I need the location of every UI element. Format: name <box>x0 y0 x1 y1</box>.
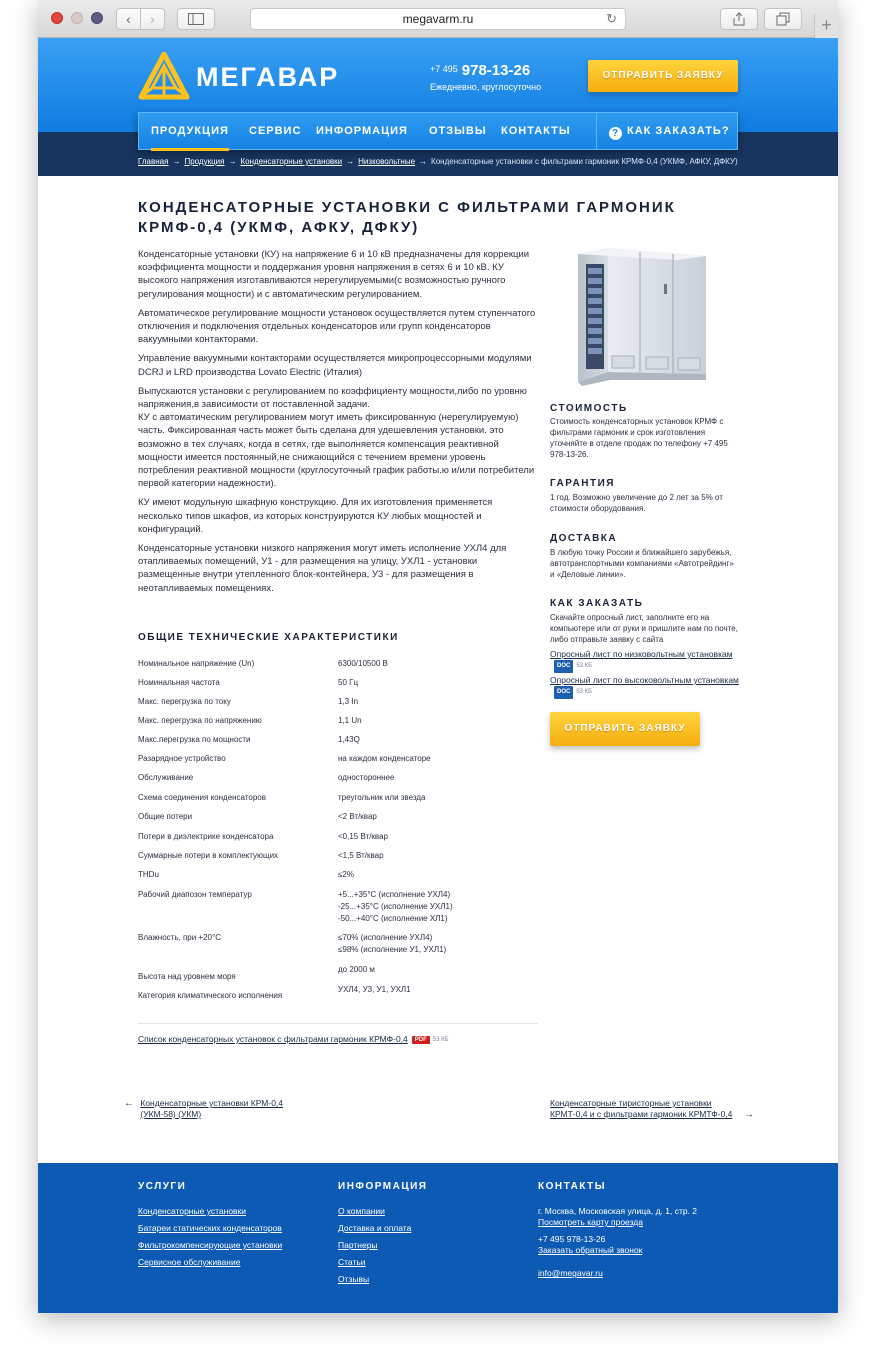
chevron-left-icon: ‹ <box>126 11 131 27</box>
spec-value: <1,5 Вт/квар <box>338 851 384 860</box>
new-tab-button[interactable] <box>814 14 838 38</box>
next-product <box>550 1098 754 1120</box>
product-list-link[interactable]: Список конденсаторных установок с фильтрами гармоник КРМФ-0,4 <box>138 1034 408 1044</box>
footer-link[interactable]: О компании <box>338 1206 385 1216</box>
spec-key: Высота над уровнем моря <box>138 972 236 981</box>
header-phone <box>430 62 541 92</box>
spec-value: 1,3 In <box>338 697 359 706</box>
page-title: КОНДЕНСАТОРНЫЕ УСТАНОВКИ С ФИЛЬТРАМИ ГАРМОНИК КРМФ-0,4 (УКМФ, АФКУ, ДФКУ) <box>138 199 676 236</box>
footer-phone: +7 495 978-13-26 <box>538 1234 606 1244</box>
description-paragraph: КУ имеют модульную шкафную конструкцию. Для их изготовления применяется несколько типов шкафов, из которых конструируются КУ любых мощностей и конфигураций. <box>138 497 493 535</box>
spec-value: +5...+35°С (исполнение УХЛ4) -25...+35°С (исполнение УХЛ1) -50...+40°С (исполнение ХЛ1) <box>338 890 453 923</box>
how-to-order-link[interactable] <box>609 113 730 149</box>
email-link[interactable]: info@megavar.ru <box>538 1268 603 1278</box>
description-paragraph: Конденсаторные установки (КУ) на напряжение 6 и 10 кВ предназначены для коррекции коэффициента мощности и поддержания уровня напряжения в сетях 6 и 10 кВ. КУ высокого напряжения изготавливаются нерегулируемыми(с возможностью ручного регулирования мощности) и с автоматическим регулированием. <box>138 249 530 300</box>
breadcrumb <box>138 157 738 166</box>
arrow-right-icon: → <box>744 1109 754 1120</box>
warranty-text: 1 год. Возможно увеличение до 2 лет за 5% от стоимости оборудования. <box>550 493 723 513</box>
spec-key: Влажность, при +20°С <box>138 933 221 942</box>
spec-key: Потери в диэлектрике конденсатора <box>138 832 274 841</box>
spec-value: на каждом конденсаторе <box>338 754 431 763</box>
back-button[interactable] <box>116 8 141 30</box>
question-icon: ? <box>609 127 622 140</box>
sidebar-send-request-button[interactable]: ОТПРАВИТЬ ЗАЯВКУ <box>550 712 700 746</box>
capacitor-cabinet-image <box>568 244 718 389</box>
share-icon <box>733 12 745 26</box>
spec-key: Обслуживание <box>138 773 194 782</box>
footer-link[interactable]: Фильтрокомпенсирующие установки <box>138 1240 283 1250</box>
breadcrumb-current: Конденсаторные установки с фильтрами гармоник КРМФ-0,4 (УКМФ, АФКУ, ДФКУ) <box>431 157 738 166</box>
divider <box>138 1023 538 1024</box>
spec-value: УХЛ4, У3, У1, УХЛ1 <box>338 985 411 994</box>
footer-link[interactable]: Сервисное обслуживание <box>138 1257 241 1267</box>
tab-overview-button[interactable] <box>764 8 802 30</box>
spec-key: Макс.перегрузка по мощности <box>138 735 251 744</box>
warranty-title: ГАРАНТИЯ <box>550 478 615 489</box>
nav-item-contacts[interactable]: КОНТАКТЫ <box>501 125 571 137</box>
order-text: Скачайте опросный лист, заполните его на компьютере или от руки и пришлите нам по почте, либо отправьте заявку с сайта <box>550 613 738 644</box>
description-paragraph: Выпускаются установки с регулированием по коэффициенту мощности,либо по уровню напряжения,в зависимости от поставленной задачи. КУ с автоматическим регулированием могут иметь фиксированную (нерегулируемую) часть. Фиксированная часть может быть сделана для удешевления установки. это возможно в тех случаях, когда в сетях, где выполняется компенсация реактивной мощности имеется постоянный,не снижающийся с течением времени уровень потребления реактивной мощности (круглосуточный график работы.ю и/или потребители первой категории надежности). <box>138 385 535 490</box>
spec-key: Разарядное устройство <box>138 754 226 763</box>
low-voltage-form-link[interactable]: Опросный лист по низковольтным установкам <box>550 649 733 659</box>
callback-link[interactable]: Заказать обратный звонок <box>538 1245 643 1255</box>
spec-value: ≤70% (исполнение УХЛ4) ≤98% (исполнение У1, УХЛ1) <box>338 933 447 954</box>
footer-link[interactable]: Партнеры <box>338 1240 378 1250</box>
send-request-button[interactable]: ОТПРАВИТЬ ЗАЯВКУ <box>588 60 738 92</box>
breadcrumb-low-voltage[interactable]: Низковольтные <box>358 157 416 166</box>
spec-key: THDu <box>138 870 159 879</box>
browser-toolbar <box>38 0 838 38</box>
description-paragraph: Автоматическое регулирование мощности установок осуществляется путем ступенчатого отключения и подключения отдельных конденсаторов или групп конденсаторов вакуумными контакторами. <box>138 307 536 346</box>
breadcrumb-home[interactable]: Главная <box>138 157 169 166</box>
spec-key: Категория климатического исполнения <box>138 991 283 1000</box>
description-paragraph: Управление вакуумными контакторами осуществляется микропроцессорными модулями DCRJ и LRD производства Lovato Electric (Италия) <box>138 353 532 378</box>
tabs-icon <box>776 12 790 26</box>
nav-divider <box>596 113 597 149</box>
phone-code: +7 495 <box>430 64 458 74</box>
url-text: megavarm.ru <box>402 12 474 26</box>
footer-services <box>138 1181 282 1274</box>
delivery-title: ДОСТАВКА <box>550 533 618 544</box>
nav-item-information[interactable]: ИНФОРМАЦИЯ <box>316 125 408 137</box>
zoom-window-button[interactable] <box>91 12 103 24</box>
description-paragraph: Конденсаторные установки низкого напряжения могут иметь исполнение УХЛ4 для отапливаемых помещений, У1 - для размещения на улицу, УХЛ1 - установки размещенные внутри утепленного блок-контейнера, У3 - для размещения в неотапливаемых помещениях. <box>138 543 507 594</box>
footer-info-title: ИНФОРМАЦИЯ <box>338 1181 428 1192</box>
site-footer <box>38 1163 838 1313</box>
file-size: 53 КБ <box>432 1037 449 1043</box>
footer-link[interactable]: Батареи статических конденсаторов <box>138 1223 282 1233</box>
footer-link[interactable]: Доставка и оплата <box>338 1223 412 1233</box>
breadcrumb-arrow-icon: → <box>172 157 181 166</box>
prev-product-link[interactable]: Конденсаторные установки КРМ-0,4 (УКМ-58) (УКМ) <box>140 1098 284 1119</box>
spec-value: до 2000 м <box>338 965 375 974</box>
breadcrumb-products[interactable]: Продукция <box>184 157 225 166</box>
close-window-button[interactable] <box>51 12 63 24</box>
file-size: 53 КБ <box>576 689 593 695</box>
breadcrumb-arrow-icon: → <box>419 157 428 166</box>
how-to-order-label: КАК ЗАКАЗАТЬ? <box>627 125 730 137</box>
footer-contacts <box>538 1181 758 1285</box>
high-voltage-form-link[interactable]: Опросный лист по высоковольтным установкам <box>550 675 739 685</box>
spec-value: 1,1 Un <box>338 716 362 725</box>
doc-badge: DOC <box>554 686 573 699</box>
spec-key: Схема соединения конденсаторов <box>138 793 267 802</box>
spec-key: Номинальная частота <box>138 678 220 687</box>
high-voltage-form <box>550 675 750 699</box>
spec-key: Макс. перегрузка по напряжению <box>138 716 262 725</box>
footer-link[interactable]: Статьи <box>338 1257 366 1267</box>
site-header <box>38 38 838 176</box>
spec-value: 6300/10500 В <box>338 659 388 668</box>
product-list-file <box>138 1034 449 1044</box>
cost-title: СТОИМОСТЬ <box>550 403 628 414</box>
doc-badge: DOC <box>554 660 573 673</box>
address-bar[interactable] <box>250 8 626 30</box>
pdf-badge: PDF <box>412 1036 430 1044</box>
spec-value: ≤2% <box>338 870 354 879</box>
product-description <box>138 248 538 601</box>
spec-value: треугольник или звезда <box>338 793 426 802</box>
sidebar-icon <box>188 13 204 25</box>
site-logo[interactable] <box>138 52 338 100</box>
breadcrumb-arrow-icon: → <box>228 157 237 166</box>
minimize-window-button[interactable] <box>71 12 83 24</box>
delivery-text: В любую точку России и ближайшего зарубежья, автотранспортными компаниями «Автотрейдинг» и «Деловые линии». <box>550 548 734 579</box>
spec-value: 50 Гц <box>338 678 359 687</box>
main-nav <box>138 112 738 150</box>
nav-item-products[interactable]: ПРОДУКЦИЯ <box>151 113 229 149</box>
footer-services-title: УСЛУГИ <box>138 1181 187 1192</box>
spec-value: одностороннее <box>338 773 395 782</box>
phone-number: 978-13-26 <box>461 62 531 79</box>
specs-title: ОБЩИЕ ТЕХНИЧЕСКИЕ ХАРАКТЕРИСТИКИ <box>138 632 399 643</box>
spec-value: <0,15 Вт/квар <box>338 832 388 841</box>
spec-value: <2 Вт/квар <box>338 812 377 821</box>
phone-hours: Ежедневно, круглосуточно <box>430 82 542 92</box>
spec-key: Суммарные потери в комплектующих <box>138 851 279 860</box>
arrow-left-icon: ← <box>124 1098 134 1109</box>
order-title: КАК ЗАКАЗАТЬ <box>550 598 644 609</box>
spec-key: Рабочий диапозон температур <box>138 890 252 899</box>
sidebar-toggle-button[interactable] <box>177 8 215 30</box>
share-button[interactable] <box>720 8 758 30</box>
logo-triangle-icon <box>138 52 190 100</box>
chevron-right-icon: › <box>150 11 155 27</box>
spec-key: Общие потери <box>138 812 193 821</box>
footer-contacts-title: КОНТАКТЫ <box>538 1181 607 1192</box>
breadcrumb-arrow-icon: → <box>346 157 355 166</box>
footer-info <box>338 1181 428 1291</box>
low-voltage-form <box>550 649 750 673</box>
footer-link[interactable]: Отзывы <box>338 1274 370 1284</box>
spec-key: Номинальное напряжение (Un) <box>138 659 255 668</box>
browser-window <box>38 0 838 1313</box>
reload-icon[interactable]: ↻ <box>606 11 617 26</box>
breadcrumb-capacitor-units[interactable]: Конденсаторные установки <box>240 157 343 166</box>
prev-product <box>124 1098 300 1120</box>
nav-item-reviews[interactable]: ОТЗЫВЫ <box>429 125 487 137</box>
spec-key: Макс. перегрузка по току <box>138 697 231 706</box>
spec-value: 1,43Q <box>338 735 360 744</box>
footer-address: г. Москва, Московская улица, д. 1, стр. 2 <box>538 1206 698 1216</box>
plus-icon: + <box>821 15 832 35</box>
cost-text: Стоимость конденсаторных установок КРМФ с фильтрами гармоник и срок изготовления уточняйте в отделе продаж по телефону +7 495 978-13-26. <box>550 417 728 459</box>
next-product-link[interactable]: Конденсаторные тиристорные установки КРМТ-0,4 и с фильтрами гармоник КРМТФ-0,4 <box>550 1098 733 1119</box>
nav-item-service[interactable]: СЕРВИС <box>249 125 302 137</box>
logo-text: МЕГАВАР <box>196 62 340 92</box>
map-link[interactable]: Посмотреть карту проезда <box>538 1217 643 1227</box>
footer-link[interactable]: Конденсаторные установки <box>138 1206 247 1216</box>
file-size: 53 КБ <box>576 663 593 669</box>
forward-button[interactable] <box>140 8 165 30</box>
